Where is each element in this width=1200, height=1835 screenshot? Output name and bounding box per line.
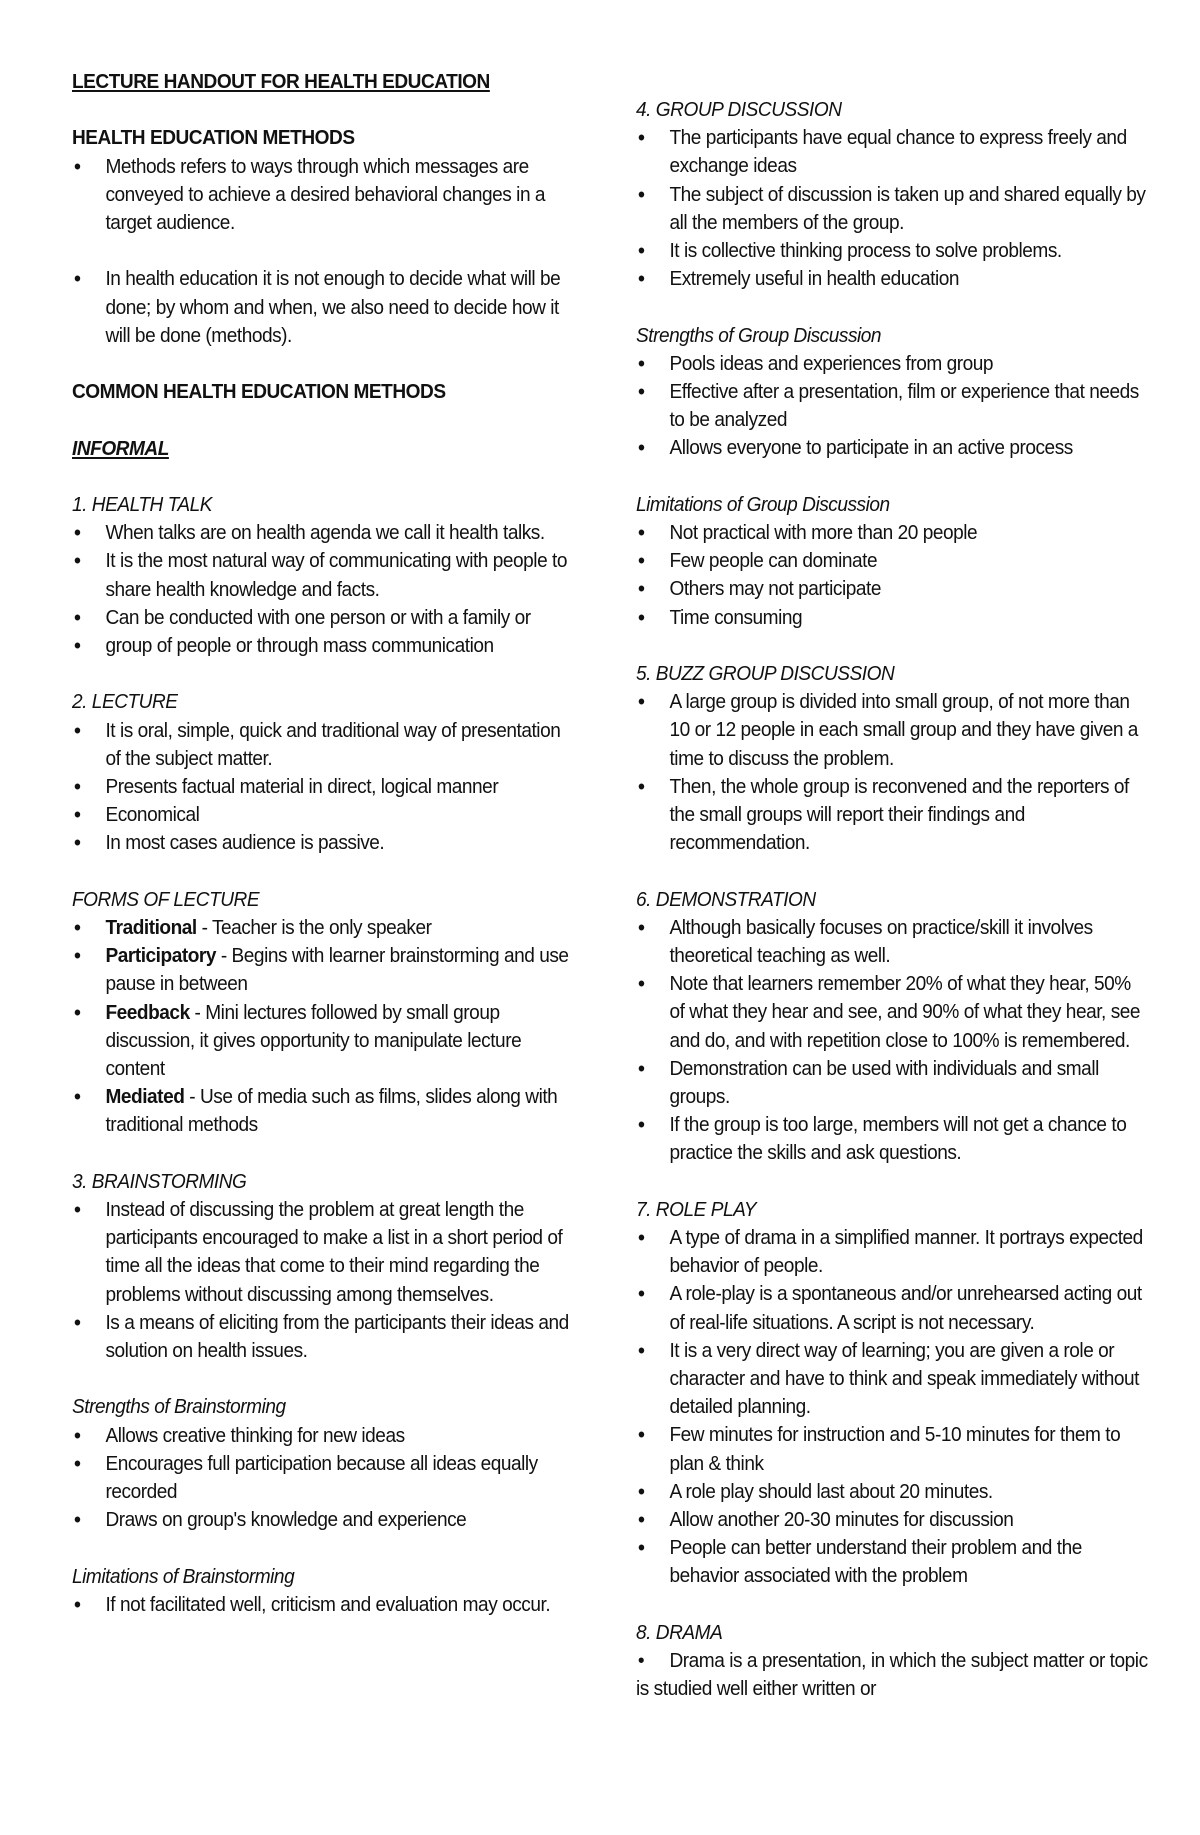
list-item (72, 999, 574, 1084)
list-item: • Then, the whole group is reconvened and the reporters of the small groups will report their findings and recommendation. (636, 773, 1148, 858)
informal-heading: INFORMAL (72, 436, 169, 460)
document-title: LECTURE HANDOUT FOR HEALTH EDUCATION (72, 70, 490, 93)
list-item: • Extremely useful in health education (636, 265, 1148, 293)
list-item: • A role-play is a spontaneous and/or unrehearsed acting out of real-life situations. A script is not necessary. (636, 1280, 1148, 1336)
list-item: • It is the most natural way of communicating with people to share health knowledge and facts. (72, 547, 574, 603)
drama-text: Drama is a presentation, in which the subject matter or topic is studied well either written or (636, 1649, 1148, 1701)
list-item: • Presents factual material in direct, logical manner (72, 773, 574, 801)
drama-paragraph (636, 1647, 1148, 1703)
list-item: • Draws on group's knowledge and experience (72, 1506, 574, 1534)
list-item: • Few minutes for instruction and 5-10 minutes for them to plan & think (636, 1421, 1148, 1477)
list-item: • Others may not participate (636, 575, 1148, 603)
list-item (72, 914, 574, 942)
list-item (72, 942, 574, 998)
demonstration-list (636, 914, 1148, 1168)
group-discussion-limitations-list (636, 519, 1148, 632)
list-item: • A role play should last about 20 minutes. (636, 1478, 1148, 1506)
health-talk-title: 1. HEALTH TALK (72, 492, 213, 516)
group-discussion-title: 4. GROUP DISCUSSION (636, 98, 842, 121)
group-discussion-strengths-title: Strengths of Group Discussion (636, 323, 882, 347)
form-desc: - Use of media such as films, slides along with traditional methods (105, 1085, 558, 1137)
list-item: • Pools ideas and experiences from group (636, 350, 1148, 378)
list-item: • People can better understand their problem and the behavior associated with the problem (636, 1534, 1148, 1590)
list-item: • Methods refers to ways through which messages are conveyed to achieve a desired behavioral changes in a target audience. (72, 153, 574, 238)
list-item: • The participants have equal chance to express freely and exchange ideas (636, 124, 1148, 180)
list-item (72, 1083, 574, 1139)
list-item: • If the group is too large, members will not get a chance to practice the skills and ask questions. (636, 1111, 1148, 1167)
list-item: • Is a means of eliciting from the participants their ideas and solution on health issues. (72, 1309, 574, 1365)
list-item: • Economical (72, 801, 574, 829)
list-item: • Demonstration can be used with individuals and small groups. (636, 1055, 1148, 1111)
list-item: • Instead of discussing the problem at great length the participants encouraged to make a list in a short period of time all the ideas that come to their mind regarding the problems without discussing among themselves. (72, 1196, 574, 1309)
list-item: • If not facilitated well, criticism and evaluation may occur. (72, 1591, 574, 1619)
lecture-title: 2. LECTURE (72, 690, 178, 714)
right-column (636, 96, 1146, 1703)
methods-list (72, 153, 574, 238)
list-item: • Can be conducted with one person or with a family or (72, 604, 574, 632)
demonstration-title: 6. DEMONSTRATION (636, 887, 816, 911)
forms-of-lecture-title: FORMS OF LECTURE (72, 887, 260, 911)
form-desc: - Begins with learner brainstorming and use pause in between (105, 944, 569, 996)
form-term: Participatory (105, 944, 216, 968)
list-item: • Allow another 20-30 minutes for discussion (636, 1506, 1148, 1534)
methods-heading: HEALTH EDUCATION METHODS (72, 126, 355, 150)
list-item: • Effective after a presentation, film or experience that needs to be analyzed (636, 378, 1148, 434)
common-methods-heading: COMMON HEALTH EDUCATION METHODS (72, 380, 446, 404)
role-play-list (636, 1224, 1148, 1591)
form-term: Traditional (105, 915, 197, 939)
list-item: • Time consuming (636, 604, 1148, 632)
lecture-list (72, 717, 574, 858)
list-item: • Although basically focuses on practice/skill it involves theoretical teaching as well. (636, 914, 1148, 970)
brainstorming-list (72, 1196, 574, 1365)
form-term: Feedback (105, 1000, 190, 1024)
brainstorming-strengths-list (72, 1422, 574, 1535)
forms-of-lecture-list (72, 914, 574, 1140)
list-item: • Not practical with more than 20 people (636, 519, 1148, 547)
brainstorming-strengths-title: Strengths of Brainstorming (72, 1395, 286, 1419)
list-item: • It is collective thinking process to solve problems. (636, 237, 1148, 265)
list-item: • In health education it is not enough to decide what will be done; by whom and when, we also need to decide how it will be done (methods). (72, 265, 574, 350)
list-item: • In most cases audience is passive. (72, 829, 574, 857)
bullet-icon: • (637, 1649, 645, 1673)
group-discussion-strengths-list (636, 350, 1148, 463)
group-discussion-list (636, 124, 1148, 293)
brainstorming-title: 3. BRAINSTORMING (72, 1169, 247, 1193)
list-item: • The subject of discussion is taken up and shared equally by all the members of the group. (636, 181, 1148, 237)
list-item: • A type of drama in a simplified manner. It portrays expected behavior of people. (636, 1224, 1148, 1280)
list-item: • Encourages full participation because all ideas equally recorded (72, 1450, 574, 1506)
list-item: • Few people can dominate (636, 547, 1148, 575)
brainstorming-limitations-title: Limitations of Brainstorming (72, 1564, 295, 1588)
list-item: • It is a very direct way of learning; you are given a role or character and have to think and speak immediately without detailed planning. (636, 1337, 1148, 1422)
left-column (72, 68, 572, 1619)
buzz-group-title: 5. BUZZ GROUP DISCUSSION (636, 662, 895, 686)
health-talk-list (72, 519, 574, 660)
form-desc: - Mini lectures followed by small group discussion, it gives opportunity to manipulate lecture content (105, 1000, 522, 1080)
buzz-group-list (636, 688, 1148, 857)
list-item: • group of people or through mass communication (72, 632, 574, 660)
list-item: • A large group is divided into small group, of not more than 10 or 12 people in each small group and they have given a time to discuss the problem. (636, 688, 1148, 773)
list-item: • Note that learners remember 20% of what they hear, 50% of what they hear and see, and 90% of what they hear, see and do, and with repetition close to 100% is remembered. (636, 970, 1148, 1055)
drama-title: 8. DRAMA (636, 1620, 723, 1644)
role-play-title: 7. ROLE PLAY (636, 1197, 757, 1221)
list-item: • It is oral, simple, quick and traditional way of presentation of the subject matter. (72, 717, 574, 773)
form-term: Mediated (105, 1085, 185, 1109)
list-item: • Allows everyone to participate in an active process (636, 434, 1148, 462)
methods-list-2 (72, 265, 574, 350)
list-item: • Allows creative thinking for new ideas (72, 1422, 574, 1450)
form-desc: - Teacher is the only speaker (196, 915, 432, 939)
group-discussion-limitations-title: Limitations of Group Discussion (636, 492, 890, 516)
list-item: • When talks are on health agenda we call it health talks. (72, 519, 574, 547)
brainstorming-limitations-list (72, 1591, 574, 1619)
